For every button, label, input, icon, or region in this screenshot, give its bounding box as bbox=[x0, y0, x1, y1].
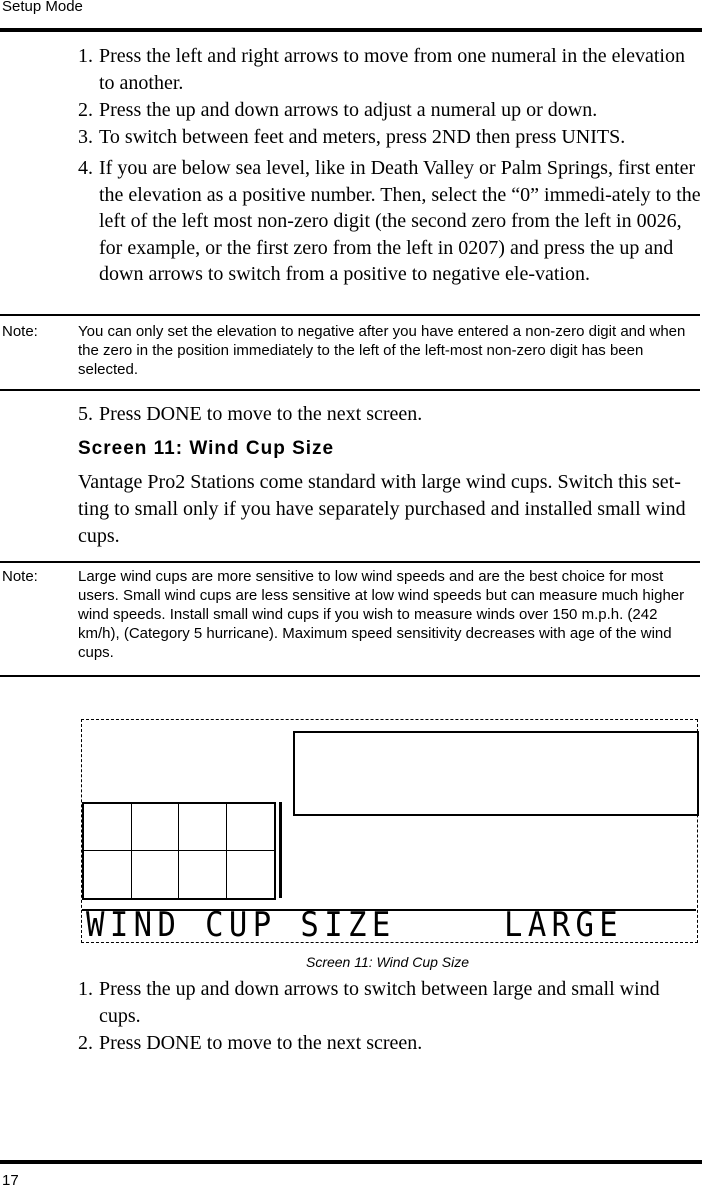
lcd-cell bbox=[179, 851, 227, 898]
lcd-digit-grid bbox=[82, 802, 276, 900]
lcd-value-text: LARGE bbox=[504, 905, 624, 945]
list-item bbox=[78, 124, 700, 151]
step-number: 5. bbox=[78, 403, 93, 425]
lcd-cell bbox=[84, 851, 132, 898]
note-box bbox=[2, 322, 700, 379]
step-number: 3. bbox=[78, 126, 93, 148]
note-label: Note: bbox=[2, 568, 38, 585]
note-label: Note: bbox=[2, 323, 38, 340]
lcd-cell bbox=[84, 804, 132, 851]
step-number: 1. bbox=[78, 978, 93, 1000]
lcd-cell bbox=[179, 804, 227, 851]
list-item bbox=[78, 1030, 700, 1057]
figure-caption: Screen 11: Wind Cup Size bbox=[305, 954, 470, 970]
step-text: Press the left and right arrows to move from one numeral in the elevation to another. bbox=[99, 45, 685, 94]
list-item bbox=[78, 401, 700, 428]
step-number: 4. bbox=[78, 157, 93, 179]
step-number: 2. bbox=[78, 1032, 93, 1054]
section-heading: Screen 11: Wind Cup Size bbox=[78, 438, 335, 459]
note-text: Large wind cups are more sensitive to low wind speeds and are the best choice for most users. Small wind cups are less sensitive at low wind speeds but can measure much higher wind speeds. Install small wind cups if you wish to measure winds over 150 m.p.h. (242 km/h), (Category 5 hurricane). Maximum speed sensitivity decreases with age of the wind cups. bbox=[78, 568, 685, 661]
lcd-cell bbox=[227, 804, 275, 851]
list-item bbox=[78, 43, 700, 97]
note-bottom-rule bbox=[0, 389, 700, 391]
lcd-grid-edge bbox=[279, 802, 282, 898]
lcd-cell bbox=[132, 851, 180, 898]
step-text: Press the up and down arrows to switch between large and small wind cups. bbox=[99, 978, 660, 1027]
step-text: To switch between feet and meters, press 2ND then press UNITS. bbox=[99, 126, 626, 148]
page-number: 17 bbox=[2, 1172, 19, 1189]
note-top-rule bbox=[0, 561, 700, 563]
note-text: You can only set the elevation to negative after you have entered a non-zero digit and when the zero in the position immediately to the left of the left-most non-zero digit has been selected. bbox=[78, 323, 686, 378]
lcd-blank-segment bbox=[293, 731, 699, 816]
lcd-label-text: WIND CUP SIZE bbox=[86, 905, 396, 945]
lcd-cell bbox=[132, 804, 180, 851]
step-text: Press the up and down arrows to adjust a numeral up or down. bbox=[99, 99, 598, 121]
list-item bbox=[78, 155, 702, 288]
note-box bbox=[2, 567, 700, 662]
lcd-cell bbox=[227, 851, 275, 898]
step-text: Press DONE to move to the next screen. bbox=[99, 403, 423, 425]
list-item bbox=[78, 97, 700, 124]
note-top-rule bbox=[0, 314, 700, 316]
list-item bbox=[78, 976, 700, 1030]
header-section-title: Setup Mode bbox=[2, 0, 83, 15]
header-rule bbox=[0, 28, 702, 32]
section-paragraph: Vantage Pro2 Stations come standard with large wind cups. Switch this set-ting to small only if you have separately purchased and installed small wind cups. bbox=[78, 471, 686, 547]
step-text: Press DONE to move to the next screen. bbox=[99, 1032, 423, 1054]
step-text: If you are below sea level, like in Death Valley or Palm Springs, first enter the elevation as a positive number. Then, select the “0” immedi-ately to the left of the left most non-zero digit (the second zero from the left in 0026, for example, or the first zero from the left in 0207) and press the up and down arrows to switch from a positive to negative ele-vation. bbox=[99, 157, 701, 285]
step-number: 1. bbox=[78, 45, 93, 67]
footer-rule bbox=[0, 1160, 702, 1164]
note-bottom-rule bbox=[0, 675, 700, 677]
step-number: 2. bbox=[78, 99, 93, 121]
